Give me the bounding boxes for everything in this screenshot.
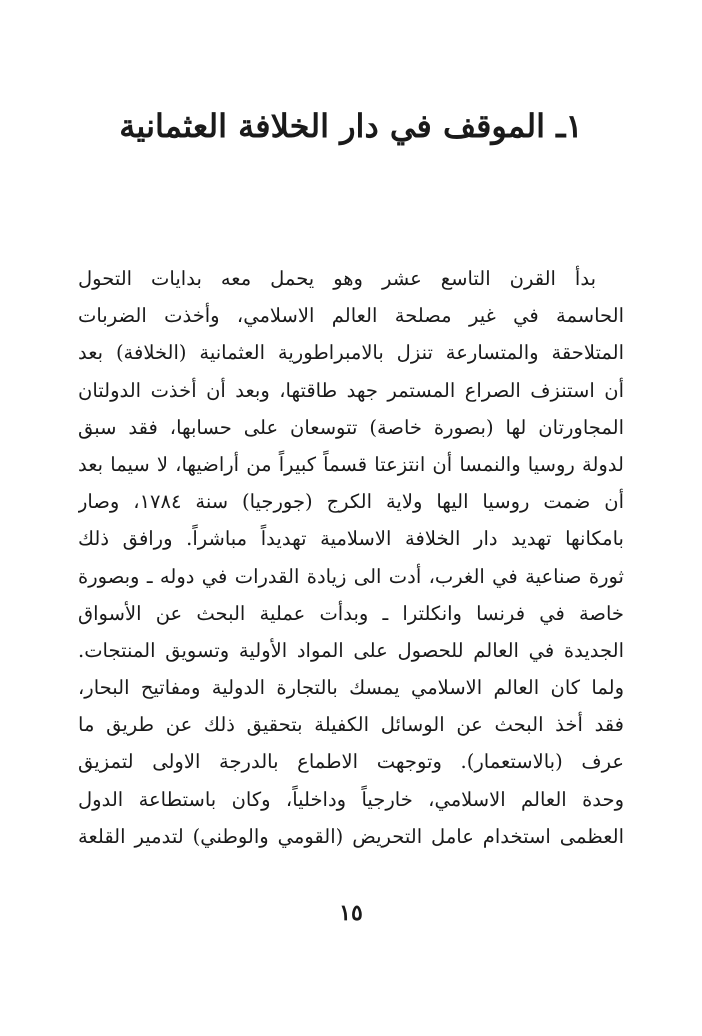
text-line: أن ضمت روسيا اليها ولاية الكرج (جورجيا) سنة ١٧٨٤، وصار bbox=[78, 490, 624, 514]
text-line: ثورة صناعية في الغرب، أدت الى زيادة القدرات في دوله ـ وبصورة bbox=[78, 564, 624, 588]
text-line: وحدة العالم الاسلامي، خارجياً وداخلياً، وكان باستطاعة الدول bbox=[78, 787, 624, 811]
text-line: أن استنزف الصراع المستمر جهد طاقتها، وبعد أن أخذت الدولتان bbox=[78, 378, 624, 402]
chapter-title: ١ـ الموقف في دار الخلافة العثمانية bbox=[119, 107, 583, 145]
text-line: ولما كان العالم الاسلامي يمسك بالتجارة الدولية ومفاتيح البحار، bbox=[78, 676, 624, 700]
text-line: المجاورتان لها (بصورة خاصة) تتوسعان على حسابها، فقد سبق bbox=[78, 415, 624, 439]
text-line: بدأ القرن التاسع عشر وهو يحمل معه بدايات التحول bbox=[78, 267, 596, 290]
text-line: لدولة روسيا والنمسا أن انتزعتا قسماً كبيراً من أراضيها، لا سيما بعد bbox=[78, 452, 624, 476]
text-line: العظمى استخدام عامل التحريض (القومي والوطني) لتدمير القلعة bbox=[78, 824, 624, 848]
text-line: عرف (بالاستعمار). وتوجهت الاطماع بالدرجة الاولى لتمزيق bbox=[78, 750, 624, 774]
text-line: فقد أخذ البحث عن الوسائل الكفيلة بتحقيق ذلك عن طريق ما bbox=[78, 713, 624, 737]
text-line: الحاسمة في غير مصلحة العالم الاسلامي، وأخذت الضربات bbox=[78, 304, 624, 328]
text-line: الجديدة في العالم للحصول على المواد الأولية وتسويق المنتجات. bbox=[78, 638, 624, 662]
text-line: بامكانها تهديد دار الخلافة الاسلامية تهديداً مباشراً. ورافق ذلك bbox=[78, 527, 624, 551]
page-number: ١٥ bbox=[339, 900, 363, 926]
text-line: المتلاحقة والمتسارعة تنزل بالامبراطورية العثمانية (الخلافة) بعد bbox=[78, 341, 624, 365]
body-paragraph bbox=[78, 260, 624, 855]
text-line: خاصة في فرنسا وانكلترا ـ وبدأت عملية البحث عن الأسواق bbox=[78, 601, 624, 625]
